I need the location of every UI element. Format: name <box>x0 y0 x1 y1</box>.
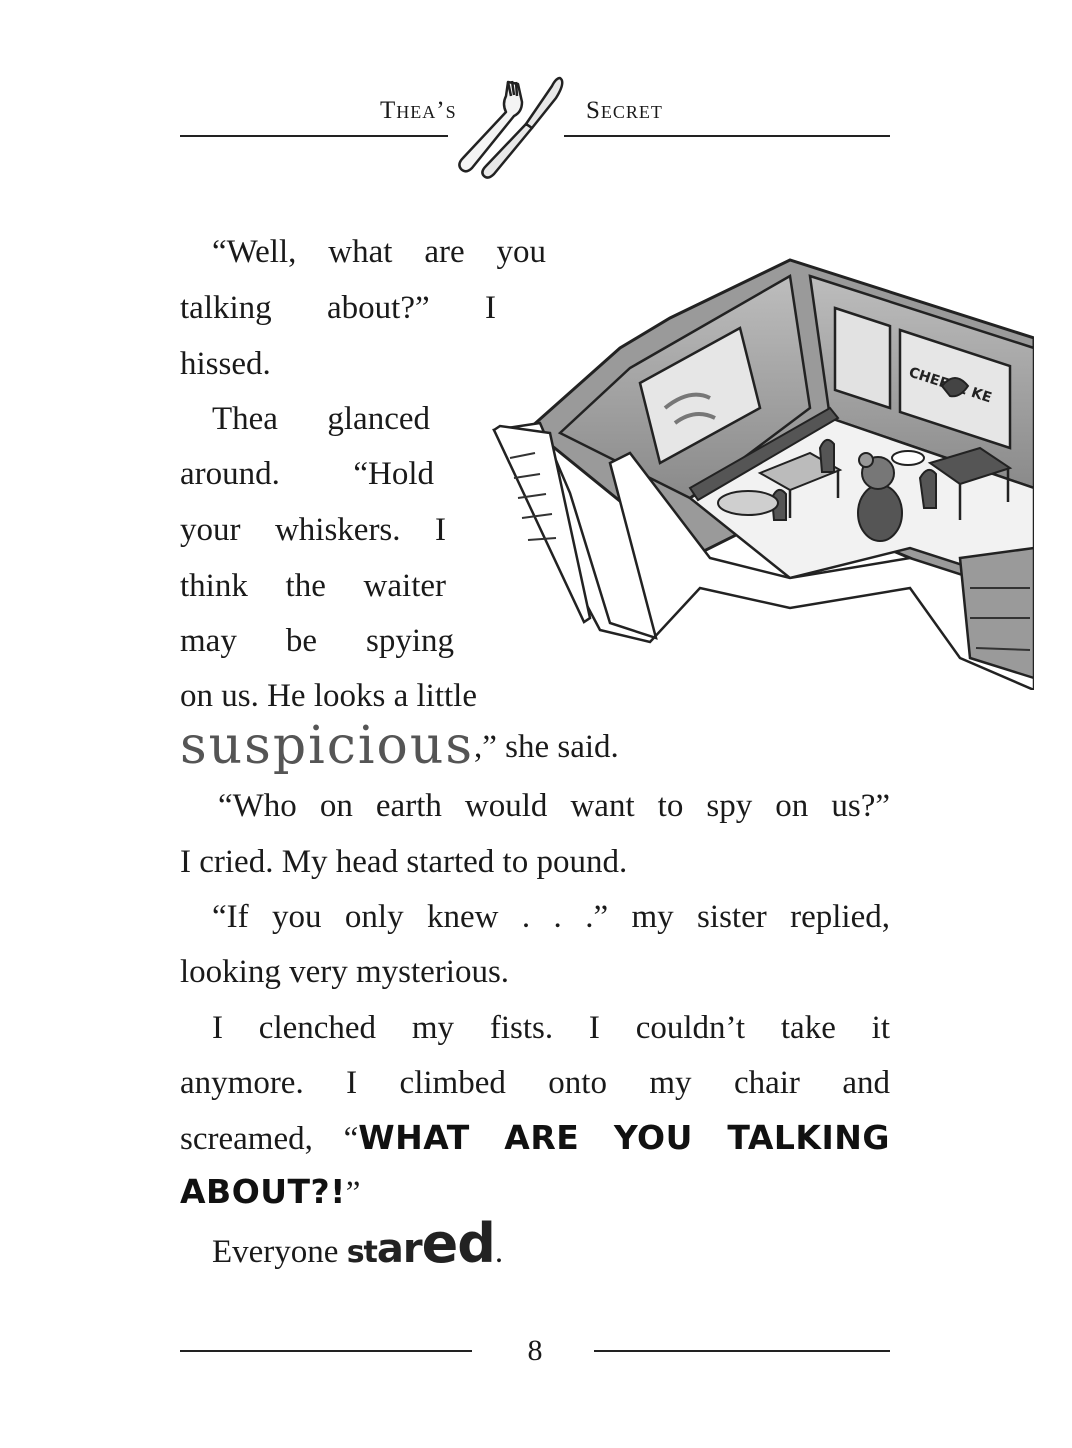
shout-line-2 <box>180 1172 360 1213</box>
paragraph-line: may be spying <box>180 623 454 659</box>
header-rule-right <box>564 135 890 137</box>
suspicious-tail: ,” she said. <box>474 729 619 765</box>
fork-and-knife-icon <box>448 72 568 182</box>
everyone-word: Everyone <box>212 1234 347 1270</box>
header-title-left: Thea’s <box>380 97 457 124</box>
everyone-stared-line <box>212 1212 504 1275</box>
paragraph-line: on us. He looks a little <box>180 678 477 714</box>
shout-line <box>180 1118 890 1159</box>
paragraph-line: hissed. <box>180 346 271 382</box>
screamed-prefix: screamed, “ <box>180 1121 359 1157</box>
restaurant-interior-illustration <box>490 258 1034 690</box>
paragraph-line: I clenched my fists. I couldn’t take it <box>212 1010 890 1046</box>
shout-text: ABOUT?! <box>180 1172 346 1211</box>
paragraph-line: think the waiter <box>180 568 446 604</box>
header-title-right: Secret <box>586 97 663 124</box>
shout-text: WHAT ARE YOU TALKING <box>358 1118 890 1157</box>
paragraph-line: Thea glanced <box>212 401 430 437</box>
period: . <box>494 1234 504 1270</box>
page-number: 8 <box>527 1334 543 1367</box>
paragraph-line: “If you only knew . . .” my sister replied, <box>212 899 890 935</box>
paragraph-line: around. “Hold <box>180 456 434 492</box>
paragraph-line: talking about?” I <box>180 290 496 326</box>
footer-rule-right <box>594 1350 890 1352</box>
paragraph-line: looking very mysterious. <box>180 954 510 990</box>
stared-word: stared <box>346 1212 495 1275</box>
paragraph-line: “Who on earth would want to spy on us?” <box>218 788 890 824</box>
suspicious-word: suspicious <box>180 716 475 776</box>
header-rule-left <box>180 135 448 137</box>
shout-close-quote: ” <box>345 1175 361 1211</box>
paragraph-line: anymore. I climbed onto my chair and <box>180 1065 890 1101</box>
paragraph-line: “Well, what are you <box>212 234 546 270</box>
paragraph-line: your whiskers. I <box>180 512 446 548</box>
suspicious-line <box>180 716 619 776</box>
footer-rule-left <box>180 1350 472 1352</box>
paragraph-line: I cried. My head started to pound. <box>180 844 628 880</box>
cheese-sign-text: CHEESE KE <box>906 364 994 407</box>
